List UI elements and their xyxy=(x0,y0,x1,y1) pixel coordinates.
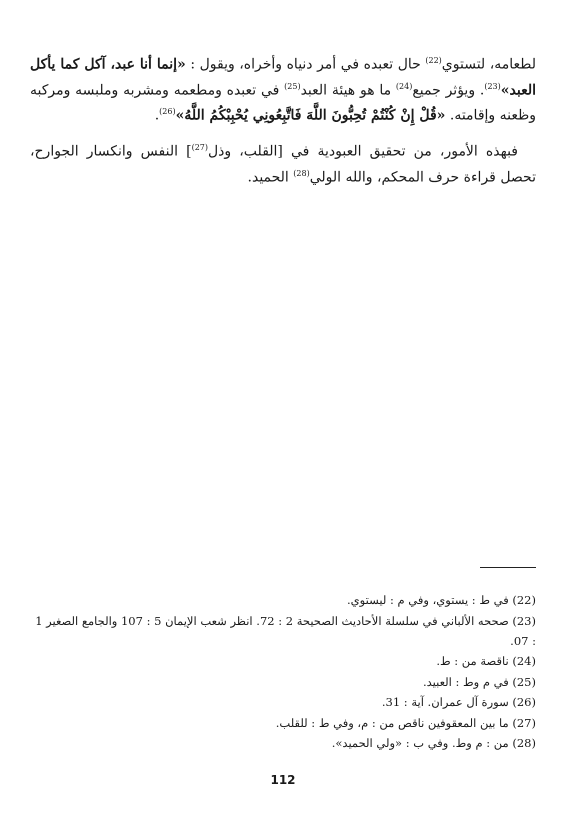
footnote-ref-22: (22) xyxy=(425,56,442,65)
hadith-quote: «إنما أنا عبد، آكل كما يأكل العبد» xyxy=(30,56,536,99)
p2-text: فبهذه الأمور، من تحقيق العبودية في [القلب، وذل xyxy=(208,143,518,160)
footnote-27: (27) ما بين المعقوفين ناقص من : م، وفي ط : للقلب. xyxy=(275,715,536,730)
p1-text: . xyxy=(154,107,160,124)
footnote-ref-23: (23) xyxy=(484,81,501,91)
p1-text: ما هو هيئة العبد xyxy=(300,82,396,99)
footnote-22: (22) في ط : يستوي، وفي م : ليستوي. xyxy=(347,593,536,607)
footnote-ref-25: (25) xyxy=(284,81,301,91)
footnote-26: (26) سورة آل عمران. آية : 31. xyxy=(381,695,536,709)
p2-text: الحميد. xyxy=(247,169,294,186)
footnote-25: (25) في م وط : العبيد. xyxy=(422,674,536,689)
page-number: 112 xyxy=(270,773,296,787)
p1-text: في تعبده ومطعمه ومشربه وملبسه ومركبه وظعنه وإقامته. xyxy=(30,82,536,124)
footnotes xyxy=(30,590,536,754)
footnote-24: (24) ناقصة من : ط. xyxy=(436,654,536,668)
footnote-28: (28) من : م وط. وفي ب : «ولي الحميد». xyxy=(331,736,536,750)
quran-verse-quote: «قُلْ إِنْ كُنْتُمْ تُحِبُّونَ اللَّهَ فَاتَّبِعُونِي يُحْبِبْكُمُ اللَّهُ» xyxy=(175,107,446,124)
footnote-ref-27: (27) xyxy=(191,142,208,152)
p1-text: حال تعبده في أمر دنياه وأخراه، ويقول : xyxy=(185,56,426,73)
p1-text: لطعامه، لتستوي xyxy=(441,56,537,73)
footnote-separator xyxy=(480,567,536,568)
footnote-ref-28: (28) xyxy=(293,168,310,178)
footnote-ref-24: (24) xyxy=(395,81,413,91)
footnote-23: (23) صححه الألباني في سلسلة الأحاديث الصحيحة 2 : 72. انظر شعب الإيمان 5 : 107 والجامع الصغير 1 : 07. xyxy=(35,613,536,648)
paragraph-1 xyxy=(30,50,536,127)
paragraph-2 xyxy=(30,137,536,188)
main-text xyxy=(30,50,536,188)
footnote-ref-26: (26) xyxy=(159,107,176,117)
p2-text: ] النفس وانكسار الجوارح، تحصل قراءة حرف المحكم، والله الولي xyxy=(30,143,536,186)
p1-text: . ويؤثر جميع xyxy=(412,82,485,99)
